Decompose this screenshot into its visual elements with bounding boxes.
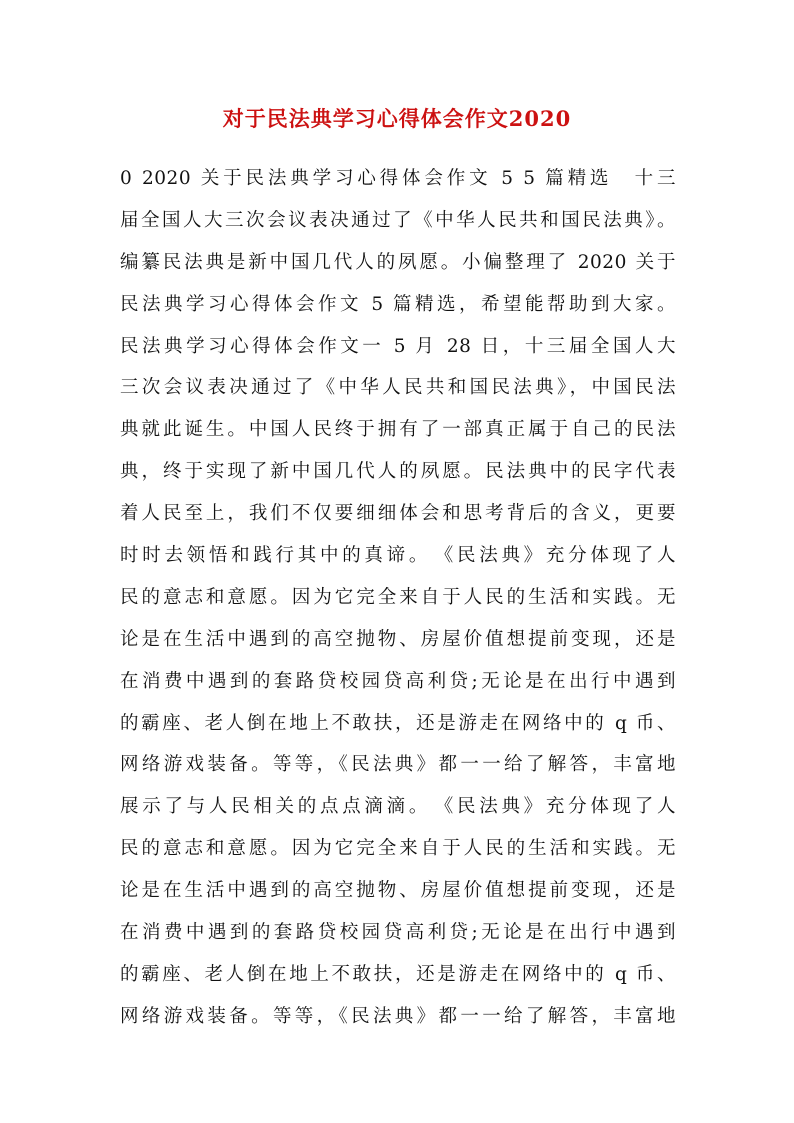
body-line: 的霸座、老人倒在地上不敢扶，还是游走在网络中的 q 币、: [120, 963, 676, 985]
body-line: 的霸座、老人倒在地上不敢扶，还是游走在网络中的 q 币、: [120, 712, 676, 734]
body-line: 在消费中遇到的套路贷校园贷高利贷;无论是在出行中遇到: [120, 670, 676, 692]
body-line: 网络游戏装备。等等，《民法典》都一一给了解答，丰富地: [120, 1005, 676, 1027]
body-line: 民法典学习心得体会作文一 5 月 28 日，十三届全国人大: [120, 335, 676, 357]
body-line: 在消费中遇到的套路贷校园贷高利贷;无论是在出行中遇到: [120, 922, 676, 944]
document-title: 对于民法典学习心得体会作文2020: [222, 106, 572, 131]
body-line: 民法典学习心得体会作文 5 篇精选，希望能帮助到大家。: [120, 293, 676, 315]
body-line: 论是在生活中遇到的高空抛物、房屋价值想提前变现，还是: [120, 880, 676, 902]
body-line: 网络游戏装备。等等，《民法典》都一一给了解答，丰富地: [120, 754, 676, 776]
document-body: [120, 162, 676, 1042]
body-line: 民的意志和意愿。因为它完全来自于人民的生活和实践。无: [120, 838, 676, 860]
body-line: 典，终于实现了新中国几代人的夙愿。民法典中的民字代表: [120, 461, 676, 483]
body-line: 典就此诞生。中国人民终于拥有了一部真正属于自己的民法: [120, 419, 676, 441]
body-line: 编纂民法典是新中国几代人的夙愿。小偏整理了 2020 关于: [120, 251, 676, 273]
body-line: 民的意志和意愿。因为它完全来自于人民的生活和实践。无: [120, 586, 676, 608]
body-line: 展示了与人民相关的点点滴滴。 《民法典》充分体现了人: [120, 796, 676, 818]
body-line: 时时去领悟和践行其中的真谛。 《民法典》充分体现了人: [120, 545, 676, 567]
body-line: 着人民至上，我们不仅要细细体会和思考背后的含义，更要: [120, 503, 676, 525]
body-line: 三次会议表决通过了《中华人民共和国民法典》，中国民法: [120, 377, 676, 399]
body-line: 0 2020 关于民法典学习心得体会作文 5 5 篇精选 十三: [120, 168, 676, 189]
body-line: 论是在生活中遇到的高空抛物、房屋价值想提前变现，还是: [120, 628, 676, 650]
body-line: 届全国人大三次会议表决通过了《中华人民共和国民法典》。: [120, 209, 676, 231]
